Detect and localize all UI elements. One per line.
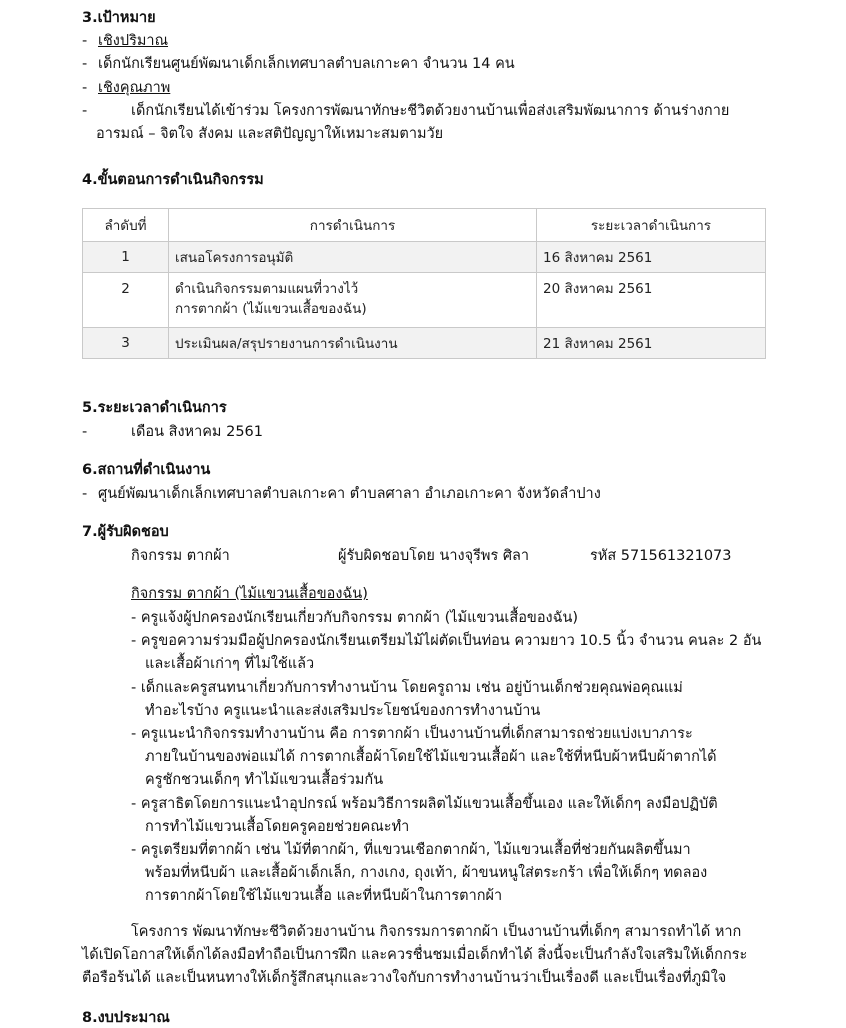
section-7-heading: 7.ผู้รับผิดชอบ xyxy=(82,524,169,540)
steps-table xyxy=(82,208,766,359)
row-date: 20 สิงหาคม 2561 xyxy=(537,273,766,328)
list-item: - ครูแนะนำกิจกรรมทำงานบ้าน คือ การตากผ้า เป็นงานบ้านที่เด็กสามารถช่วยแบ่งเบาภาระ xyxy=(131,726,693,742)
student-code: รหัส 571561321073 xyxy=(590,548,732,564)
row-number: 3 xyxy=(83,328,169,359)
period-text: เดือน สิงหาคม 2561 xyxy=(131,424,264,440)
list-item-continuation: ภายในบ้านของพ่อแม่ได้ การตากเสื้อผ้าโดยใช้ไม้แขวนเสื้อผ้า และใช้ที่หนีบผ้าหนีบผ้าตากได้ xyxy=(145,749,717,765)
row-date: 21 สิงหาคม 2561 xyxy=(537,328,766,359)
list-item-continuation: พร้อมที่หนีบผ้า และเสื้อผ้าเด็กเล็ก, กางเกง, ถุงเท้า, ผ้าขนหนูใส่ตระกร้า เพื่อให้เด็กๆ ทดลอง xyxy=(145,865,708,881)
row-number: 2 xyxy=(83,273,169,328)
row-action xyxy=(169,273,537,328)
section-5-heading: 5.ระยะเวลาดำเนินการ xyxy=(82,400,227,416)
list-item-continuation: การทำไม้แขวนเสื้อโดยครูคอยช่วยคณะทำ xyxy=(145,819,410,835)
row-action-line1: ดำเนินกิจกรรมตามแผนที่วางไว้ xyxy=(175,281,359,297)
list-item: - ครูเตรียมที่ตากผ้า เช่น ไม้ที่ตากผ้า, ที่แขวนเชือกตากผ้า, ไม้แขวนเสื้อที่ช่วยกันผลิตขึ้นมา xyxy=(131,842,691,858)
dash-marker: - xyxy=(82,56,88,72)
activity-subheading: กิจกรรม ตากผ้า (ไม้แขวนเสื้อของฉัน) xyxy=(131,586,368,602)
dash-marker: - xyxy=(82,424,88,440)
quantitative-text: เด็กนักเรียนศูนย์พัฒนาเด็กเล็กเทศบาลตำบลเกาะคา จำนวน 14 คน xyxy=(98,56,515,72)
table-row xyxy=(83,242,766,273)
table-row xyxy=(83,328,766,359)
list-item-continuation: ทำอะไรบ้าง ครูแนะนำและส่งเสริมประโยชน์ของการทำงานบ้าน xyxy=(145,703,541,719)
table-header: ระยะเวลาดำเนินการ xyxy=(537,209,766,242)
activity-name: กิจกรรม ตากผ้า xyxy=(131,548,230,564)
list-item-continuation: ครูชักชวนเด็กๆ ทำไม้แขวนเสื้อร่วมกัน xyxy=(145,772,384,788)
qualitative-label: เชิงคุณภาพ xyxy=(98,80,171,96)
row-action: ประเมินผล/สรุปรายงานการดำเนินงาน xyxy=(169,328,537,359)
table-header-row xyxy=(83,209,766,242)
list-item-continuation: และเสื้อผ้าเก่าๆ ที่ไม่ใช้แล้ว xyxy=(145,656,315,672)
location-text: ศูนย์พัฒนาเด็กเล็กเทศบาลตำบลเกาะคา ตำบลศาลา อำเภอเกาะคา จังหวัดลำปาง xyxy=(98,486,601,502)
summary-paragraph-line3: ตือรือร้นได้ และเป็นหนทางให้เด็กรู้สึกสนุกและวางใจกับการทำงานบ้านว่าเป็นเรื่องดี และเป็นเรื่องที่ภูมิใจ xyxy=(82,970,727,986)
table-header: การดำเนินการ xyxy=(169,209,537,242)
table-row xyxy=(83,273,766,328)
responsible-person: ผู้รับผิดชอบโดย นางจุรีพร ศิลา xyxy=(338,548,530,564)
row-number: 1 xyxy=(83,242,169,273)
list-item-continuation: การตากผ้าโดยใช้ไม้แขวนเสื้อ และที่หนีบผ้าในการตากผ้า xyxy=(145,888,503,904)
section-4-heading: 4.ขั้นตอนการดำเนินกิจกรรม xyxy=(82,172,264,188)
quantitative-label: เชิงปริมาณ xyxy=(98,33,169,49)
qualitative-text-line2: อารมณ์ – จิตใจ สังคม และสติปัญญาให้เหมาะสมตามวัย xyxy=(96,126,444,142)
row-action: เสนอโครงการอนุมัติ xyxy=(169,242,537,273)
qualitative-text-line1: เด็กนักเรียนได้เข้าร่วม โครงการพัฒนาทักษะชีวิตด้วยงานบ้านเพื่อส่งเสริมพัฒนาการ ด้านร่างกาย xyxy=(131,103,730,119)
list-item: - เด็กและครูสนทนาเกี่ยวกับการทำงานบ้าน โดยครูถาม เช่น อยู่บ้านเด็กช่วยคุณพ่อคุณแม่ xyxy=(131,680,683,696)
summary-paragraph-line1: โครงการ พัฒนาทักษะชีวิตด้วยงานบ้าน กิจกรรมการตากผ้า เป็นงานบ้านที่เด็กๆ สามารถทำได้ หาก xyxy=(131,924,742,940)
section-6-heading: 6.สถานที่ดำเนินงาน xyxy=(82,462,211,478)
section-8-heading: 8.งบประมาณ xyxy=(82,1010,170,1026)
dash-marker: - xyxy=(82,486,88,502)
row-date: 16 สิงหาคม 2561 xyxy=(537,242,766,273)
row-action-line2: การตากผ้า (ไม้แขวนเสื้อของฉัน) xyxy=(175,301,367,317)
list-item: - ครูสาธิตโดยการแนะนำอุปกรณ์ พร้อมวิธีการผลิตไม้แขวนเสื้อขึ้นเอง และให้เด็กๆ ลงมือปฏิบัติ xyxy=(131,796,718,812)
list-item: - ครูแจ้งผู้ปกครองนักเรียนเกี่ยวกับกิจกรรม ตากผ้า (ไม้แขวนเสื้อของฉัน) xyxy=(131,610,579,626)
list-item: - ครูขอความร่วมมือผู้ปกครองนักเรียนเตรียมไม้ไผ่ตัดเป็นท่อน ความยาว 10.5 นิ้ว จำนวน คนละ 2 อัน xyxy=(131,633,762,649)
dash-marker: - xyxy=(82,33,88,49)
section-3-heading: 3.เป้าหมาย xyxy=(82,10,156,26)
summary-paragraph-line2: ได้เปิดโอกาสให้เด็กได้ลงมือทำถือเป็นการฝึก และควรชื่นชมเมื่อเด็กทำได้ สิ่งนี้จะเป็นกำลังใจเสริมให้เด็กกระ xyxy=(82,947,748,963)
table-header: ลำดับที่ xyxy=(83,209,169,242)
dash-marker: - xyxy=(82,103,88,119)
dash-marker: - xyxy=(82,80,88,96)
